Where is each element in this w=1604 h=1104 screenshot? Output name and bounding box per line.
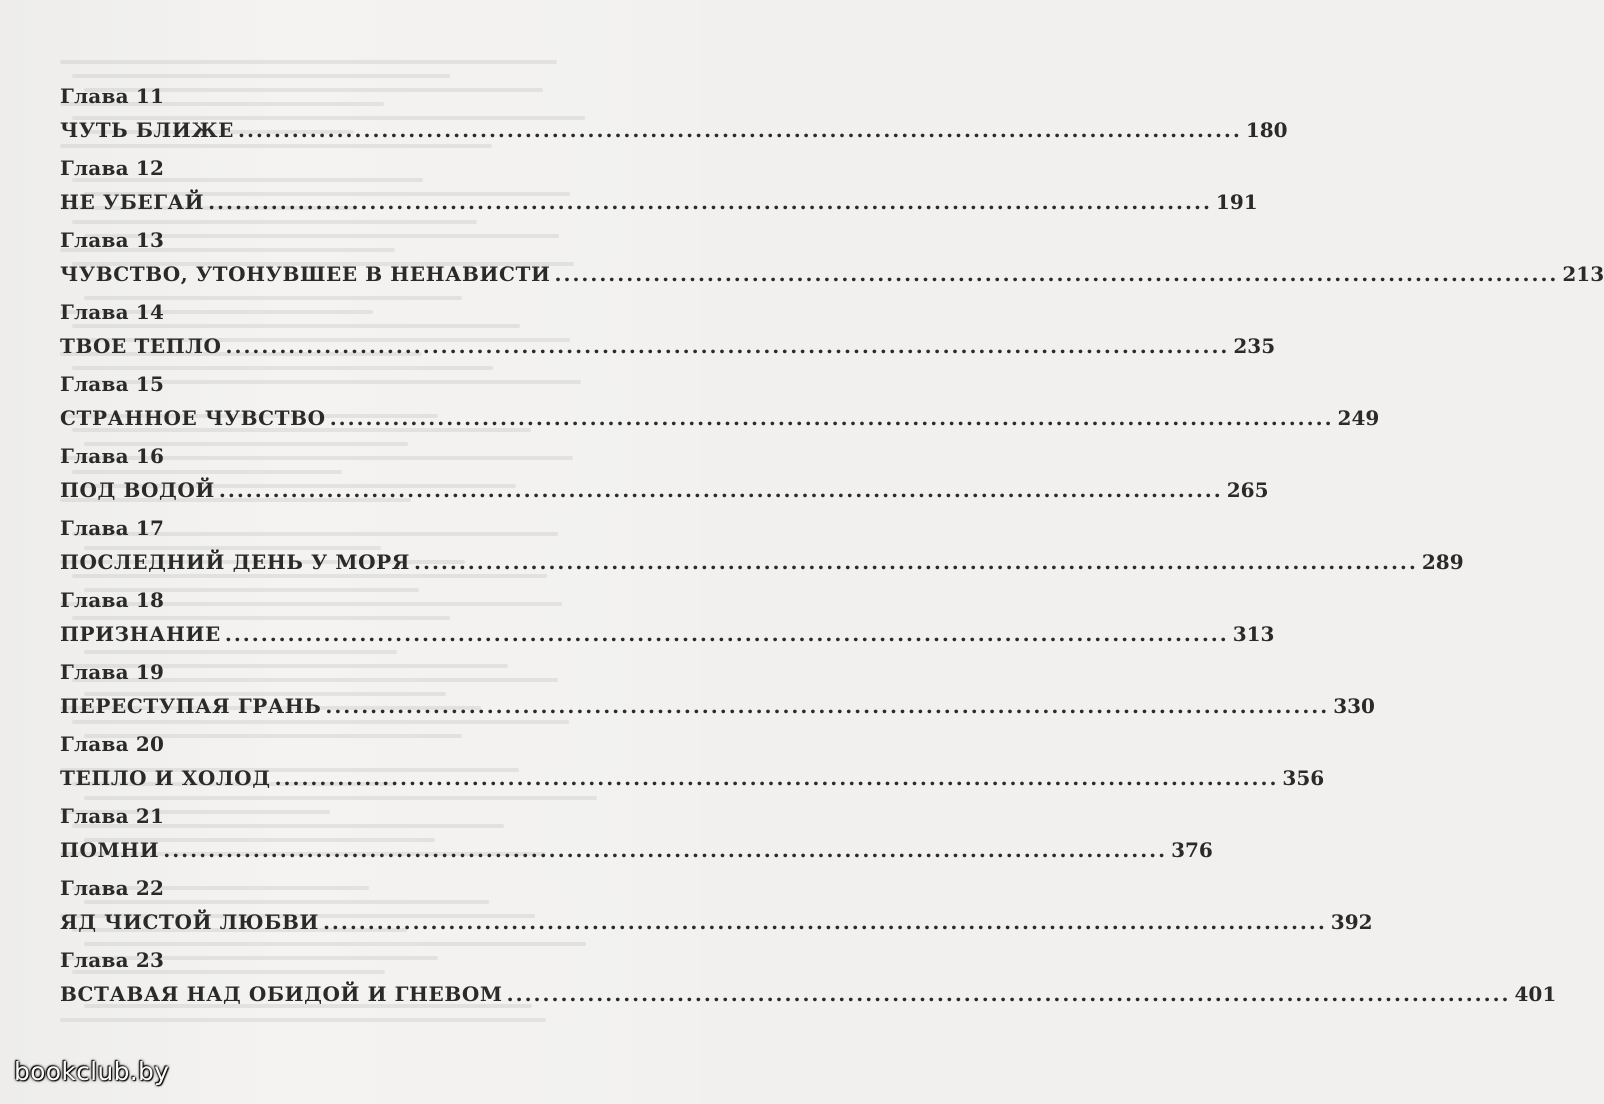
dot-leader: ................................................................................................................: [163, 838, 1168, 862]
dot-leader: ................................................................................................................: [238, 118, 1242, 142]
dot-leader: ................................................................................................................: [325, 694, 1330, 718]
chapter-title: ВСТАВАЯ НАД ОБИДОЙ И ГНЕВОМ: [60, 982, 503, 1006]
chapter-label: Глава 17: [60, 516, 165, 540]
page-number: 356: [1282, 766, 1325, 790]
toc-line: [60, 910, 1373, 934]
show-through-line: [60, 1018, 546, 1022]
chapter-title: НЕ УБЕГАЙ: [60, 190, 205, 214]
chapter-title: ПОМНИ: [60, 838, 160, 862]
dot-leader: ................................................................................................................: [414, 550, 1418, 574]
toc-line: [60, 262, 1604, 286]
chapter-label: Глава 13: [60, 228, 165, 252]
page-number: 191: [1215, 190, 1258, 214]
chapter-title: ПОД ВОДОЙ: [60, 478, 215, 502]
dot-leader: ................................................................................................................: [225, 334, 1230, 358]
page-number: 313: [1232, 622, 1275, 646]
toc-entry: [60, 798, 1213, 870]
chapter-label: Глава 20: [60, 732, 165, 756]
toc-entry: [60, 438, 1269, 510]
toc-line: [60, 694, 1375, 718]
toc-entry: [60, 78, 1288, 150]
dot-leader: ................................................................................................................: [208, 190, 1212, 214]
toc-line: [60, 334, 1276, 358]
chapter-title: ПОСЛЕДНИЙ ДЕНЬ У МОРЯ: [60, 550, 411, 574]
dot-leader: ................................................................................................................: [274, 766, 1279, 790]
dot-leader: ................................................................................................................: [322, 910, 1327, 934]
chapter-title: СТРАННОЕ ЧУВСТВО: [60, 406, 326, 430]
toc-line: [60, 118, 1288, 142]
toc-entry: [60, 654, 1375, 726]
dot-leader: ................................................................................................................: [554, 262, 1559, 286]
page-number: 392: [1330, 910, 1373, 934]
dot-leader: ................................................................................................................: [329, 406, 1334, 430]
toc-line: [60, 838, 1213, 862]
toc-entry: [60, 366, 1380, 438]
chapter-label: Глава 23: [60, 948, 165, 972]
chapter-title: ПРИЗНАНИЕ: [60, 622, 221, 646]
chapter-label: Глава 12: [60, 156, 165, 180]
toc-entry: [60, 582, 1275, 654]
toc-line: [60, 766, 1325, 790]
page-number: 180: [1245, 118, 1288, 142]
toc-entry: [60, 222, 1604, 294]
page-number: 265: [1226, 478, 1269, 502]
chapter-label: Глава 15: [60, 372, 165, 396]
chapter-label: Глава 18: [60, 588, 165, 612]
page-number: 401: [1514, 982, 1557, 1006]
chapter-title: ЯД ЧИСТОЙ ЛЮБВИ: [60, 910, 319, 934]
toc-entry: [60, 510, 1464, 582]
page-number: 289: [1421, 550, 1464, 574]
chapter-label: Глава 11: [60, 84, 165, 108]
chapter-label: Глава 21: [60, 804, 165, 828]
toc-line: [60, 478, 1269, 502]
toc-entry: [60, 726, 1325, 798]
dot-leader: ................................................................................................................: [506, 982, 1511, 1006]
page-number: 235: [1233, 334, 1276, 358]
toc-line: [60, 982, 1557, 1006]
dot-leader: ................................................................................................................: [218, 478, 1223, 502]
watermark-logo: bookclub.by: [14, 1057, 170, 1086]
toc-entry: [60, 294, 1276, 366]
toc-entry: [60, 942, 1557, 1014]
toc-entry: [60, 150, 1258, 222]
chapter-title: ЧУТЬ БЛИЖЕ: [60, 118, 234, 142]
toc-line: [60, 406, 1380, 430]
page-number: 330: [1333, 694, 1375, 718]
toc-entry: [60, 870, 1373, 942]
toc-line: [60, 622, 1275, 646]
chapter-label: Глава 16: [60, 444, 165, 468]
chapter-title: ТЕПЛО И ХОЛОД: [60, 766, 271, 790]
chapter-label: Глава 14: [60, 300, 165, 324]
chapter-title: ПЕРЕСТУПАЯ ГРАНЬ: [60, 694, 322, 718]
toc-line: [60, 550, 1464, 574]
chapter-label: Глава 19: [60, 660, 165, 684]
page-number: 213: [1562, 262, 1604, 286]
dot-leader: ................................................................................................................: [224, 622, 1229, 646]
chapter-title: ЧУВСТВО, УТОНУВШЕЕ В НЕНАВИСТИ: [60, 262, 551, 286]
chapter-title: ТВОЕ ТЕПЛО: [60, 334, 222, 358]
table-of-contents: [60, 78, 1604, 1014]
show-through-line: [60, 60, 557, 64]
page-number: 249: [1337, 406, 1380, 430]
chapter-label: Глава 22: [60, 876, 165, 900]
page-number: 376: [1171, 838, 1213, 862]
toc-line: [60, 190, 1258, 214]
